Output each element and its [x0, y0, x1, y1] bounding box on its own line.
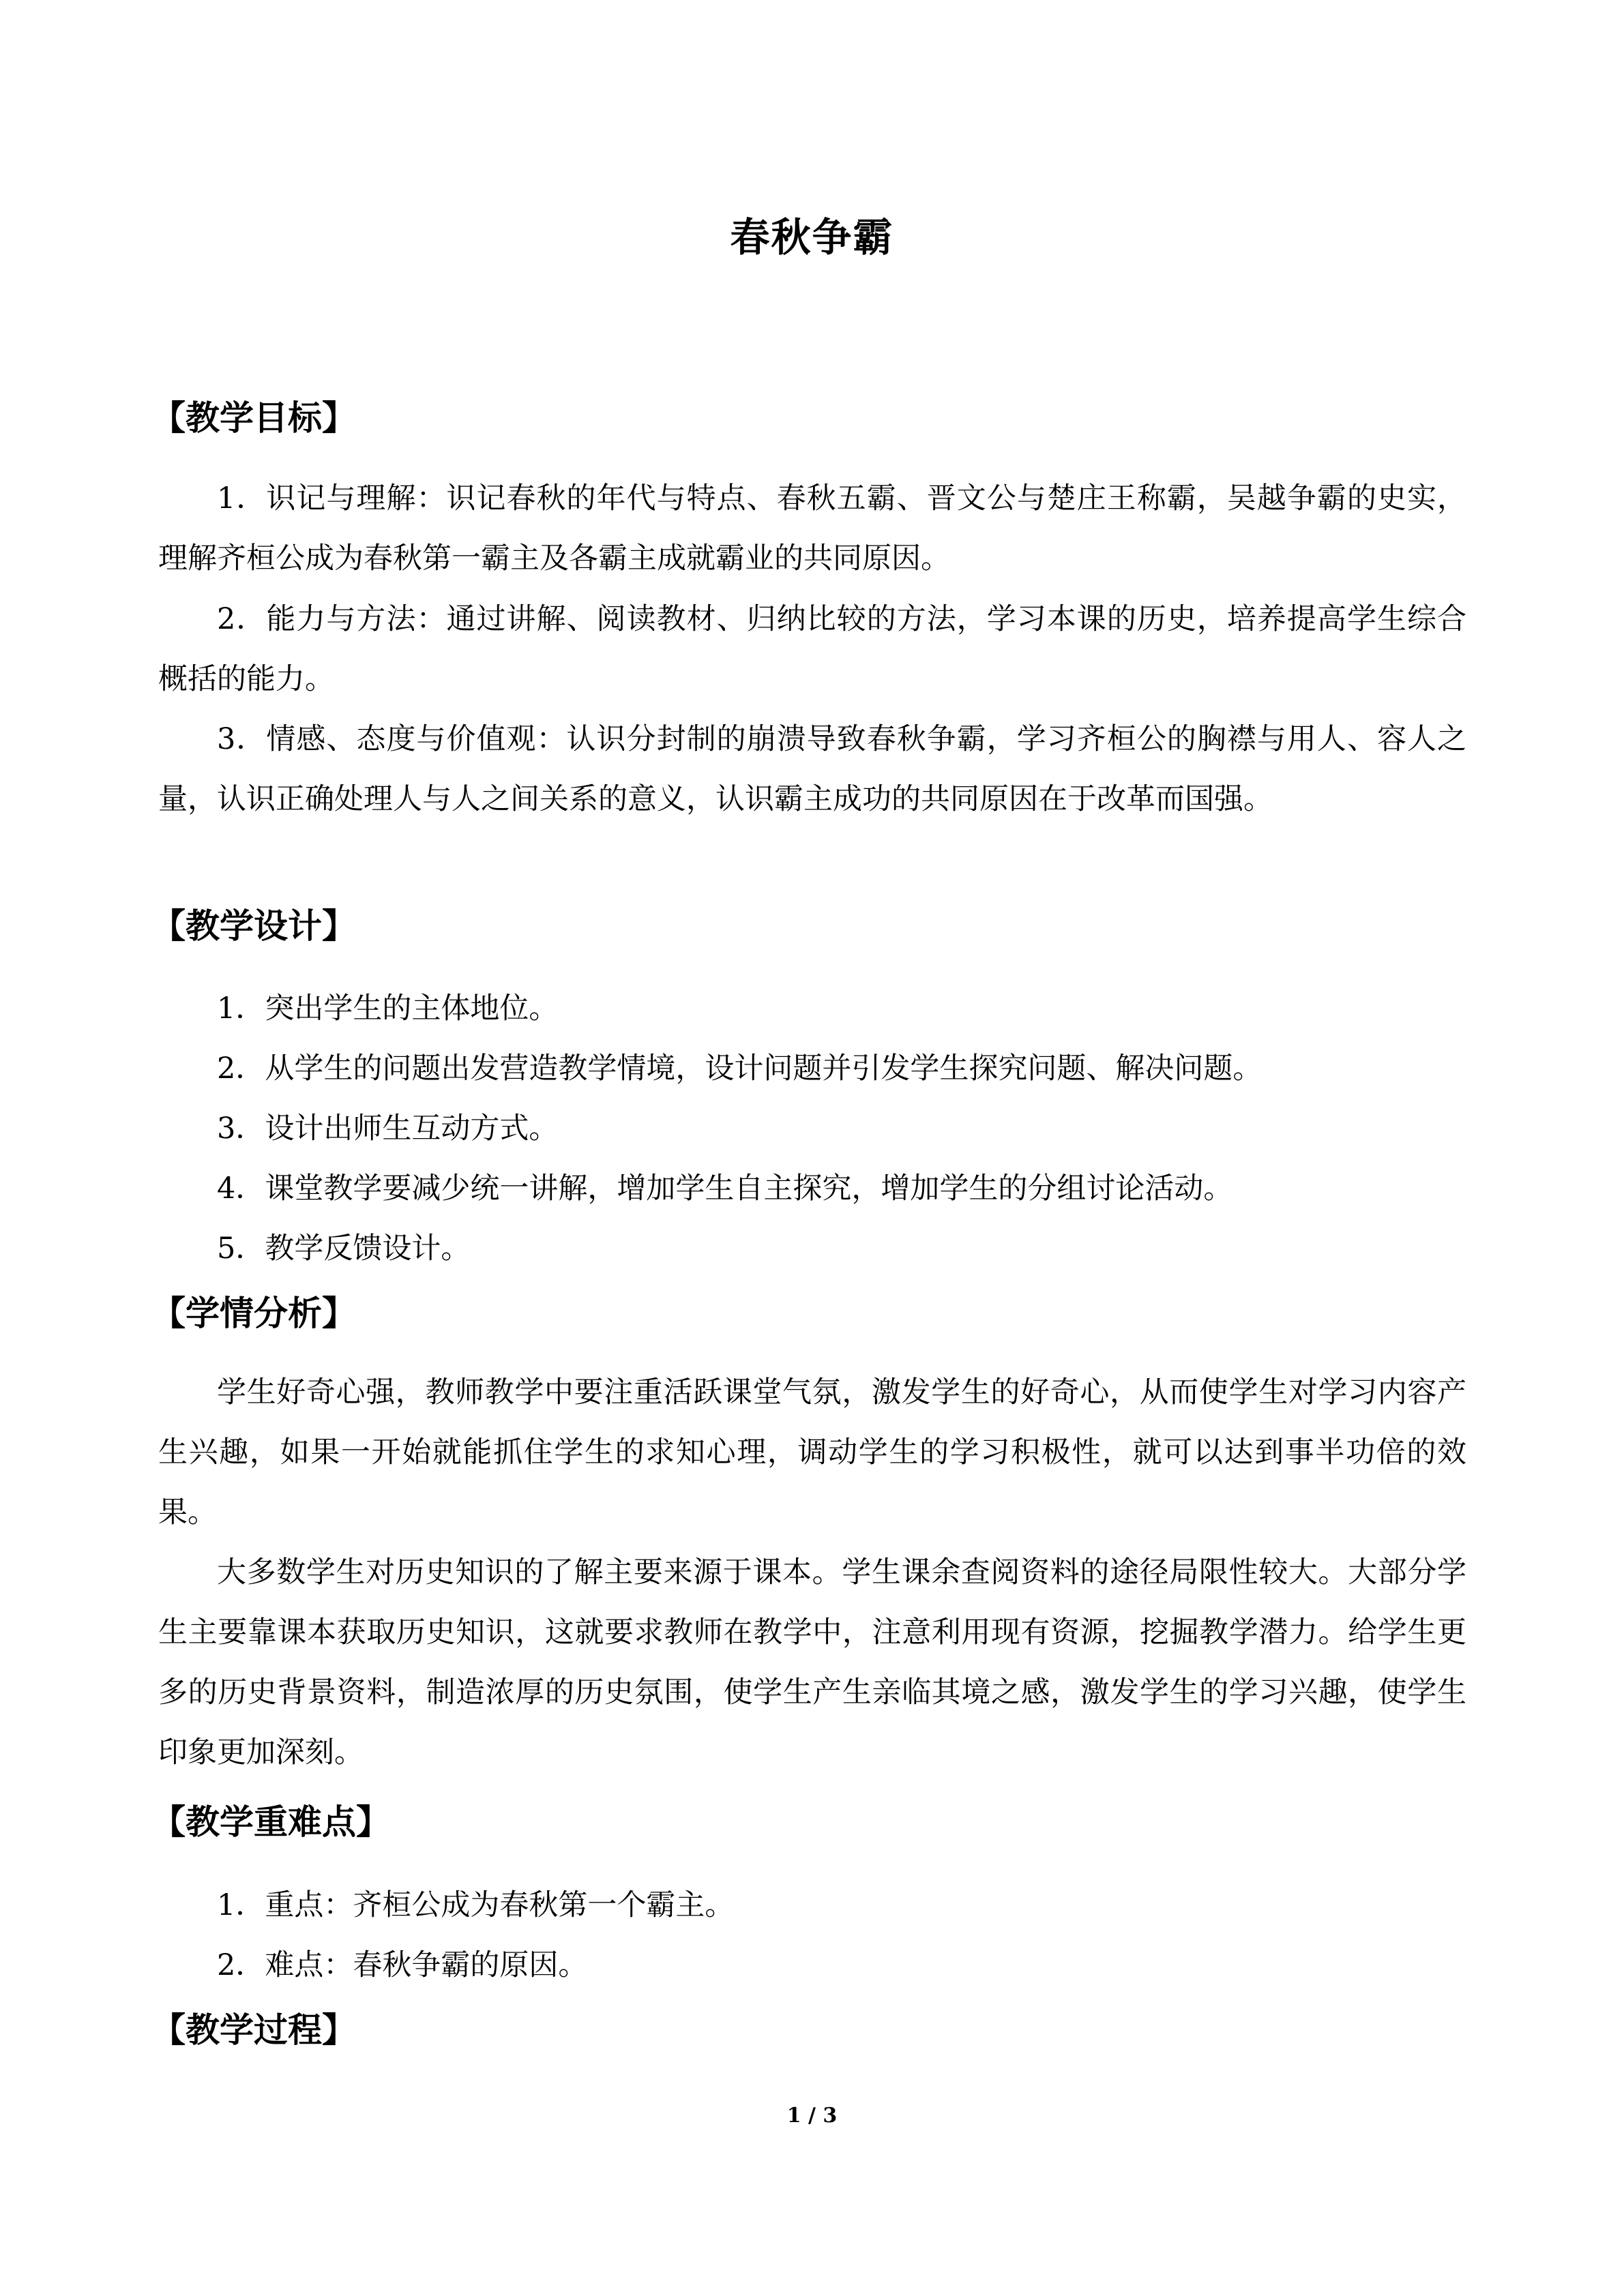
- design-item-1: 1．突出学生的主体地位。: [217, 992, 559, 1026]
- objective-item-2: 2．能力与方法：通过讲解、阅读教材、归纳比较的方法，学习本课的历史，培养提高学生综合概括的能力。: [158, 602, 1466, 696]
- page-number: 1 / 3: [786, 2104, 838, 2128]
- objective-item-3: 3．情感、态度与价值观：认识分封制的崩溃导致春秋争霸，学习齐桓公的胸襟与用人、容人之量，认识正确处理人与人之间关系的意义，认识霸主成功的共同原因在于改革而国强。: [158, 722, 1466, 816]
- key-point-item-1: 1．重点：齐桓公成为春秋第一个霸主。: [217, 1888, 735, 1922]
- section-heading-analysis: 【学情分析】: [151, 1294, 356, 1333]
- design-item-2: 2．从学生的问题出发营造教学情境，设计问题并引发学生探究问题、解决问题。: [217, 1052, 1263, 1086]
- design-item-5: 5．教学反馈设计。: [217, 1232, 471, 1266]
- section-heading-key-points: 【教学重难点】: [151, 1802, 390, 1842]
- section-heading-objectives: 【教学目标】: [151, 398, 356, 438]
- analysis-paragraph-1: 学生好奇心强，教师教学中要注重活跃课堂气氛，激发学生的好奇心，从而使学生对学习内容产生兴趣，如果一开始就能抓住学生的求知心理，调动学生的学习积极性，就可以达到事半功倍的效果。: [158, 1375, 1466, 1530]
- objective-item-1: 1．识记与理解：识记春秋的年代与特点、春秋五霸、晋文公与楚庄王称霸，吴越争霸的史实，理解齐桓公成为春秋第一霸主及各霸主成就霸业的共同原因。: [158, 481, 1466, 576]
- section-heading-design: 【教学设计】: [151, 906, 356, 946]
- design-item-3: 3．设计出师生互动方式。: [217, 1112, 559, 1146]
- analysis-paragraph-2: 大多数学生对历史知识的了解主要来源于课本。学生课余查阅资料的途径局限性较大。大部分学生主要靠课本获取历史知识，这就要求教师在教学中，注意利用现有资源，挖掘教学潜力。给学生更多的历史背景资料，制造浓厚的历史氛围，使学生产生亲临其境之感，激发学生的学习兴趣，使学生印象更加深刻。: [158, 1555, 1466, 1770]
- key-point-item-2: 2．难点：春秋争霸的原因。: [217, 1948, 588, 1982]
- page-title: 春秋争霸: [730, 214, 894, 260]
- section-heading-process: 【教学过程】: [151, 2010, 356, 2050]
- design-item-4: 4．课堂教学要减少统一讲解，增加学生自主探究，增加学生的分组讨论活动。: [217, 1172, 1233, 1206]
